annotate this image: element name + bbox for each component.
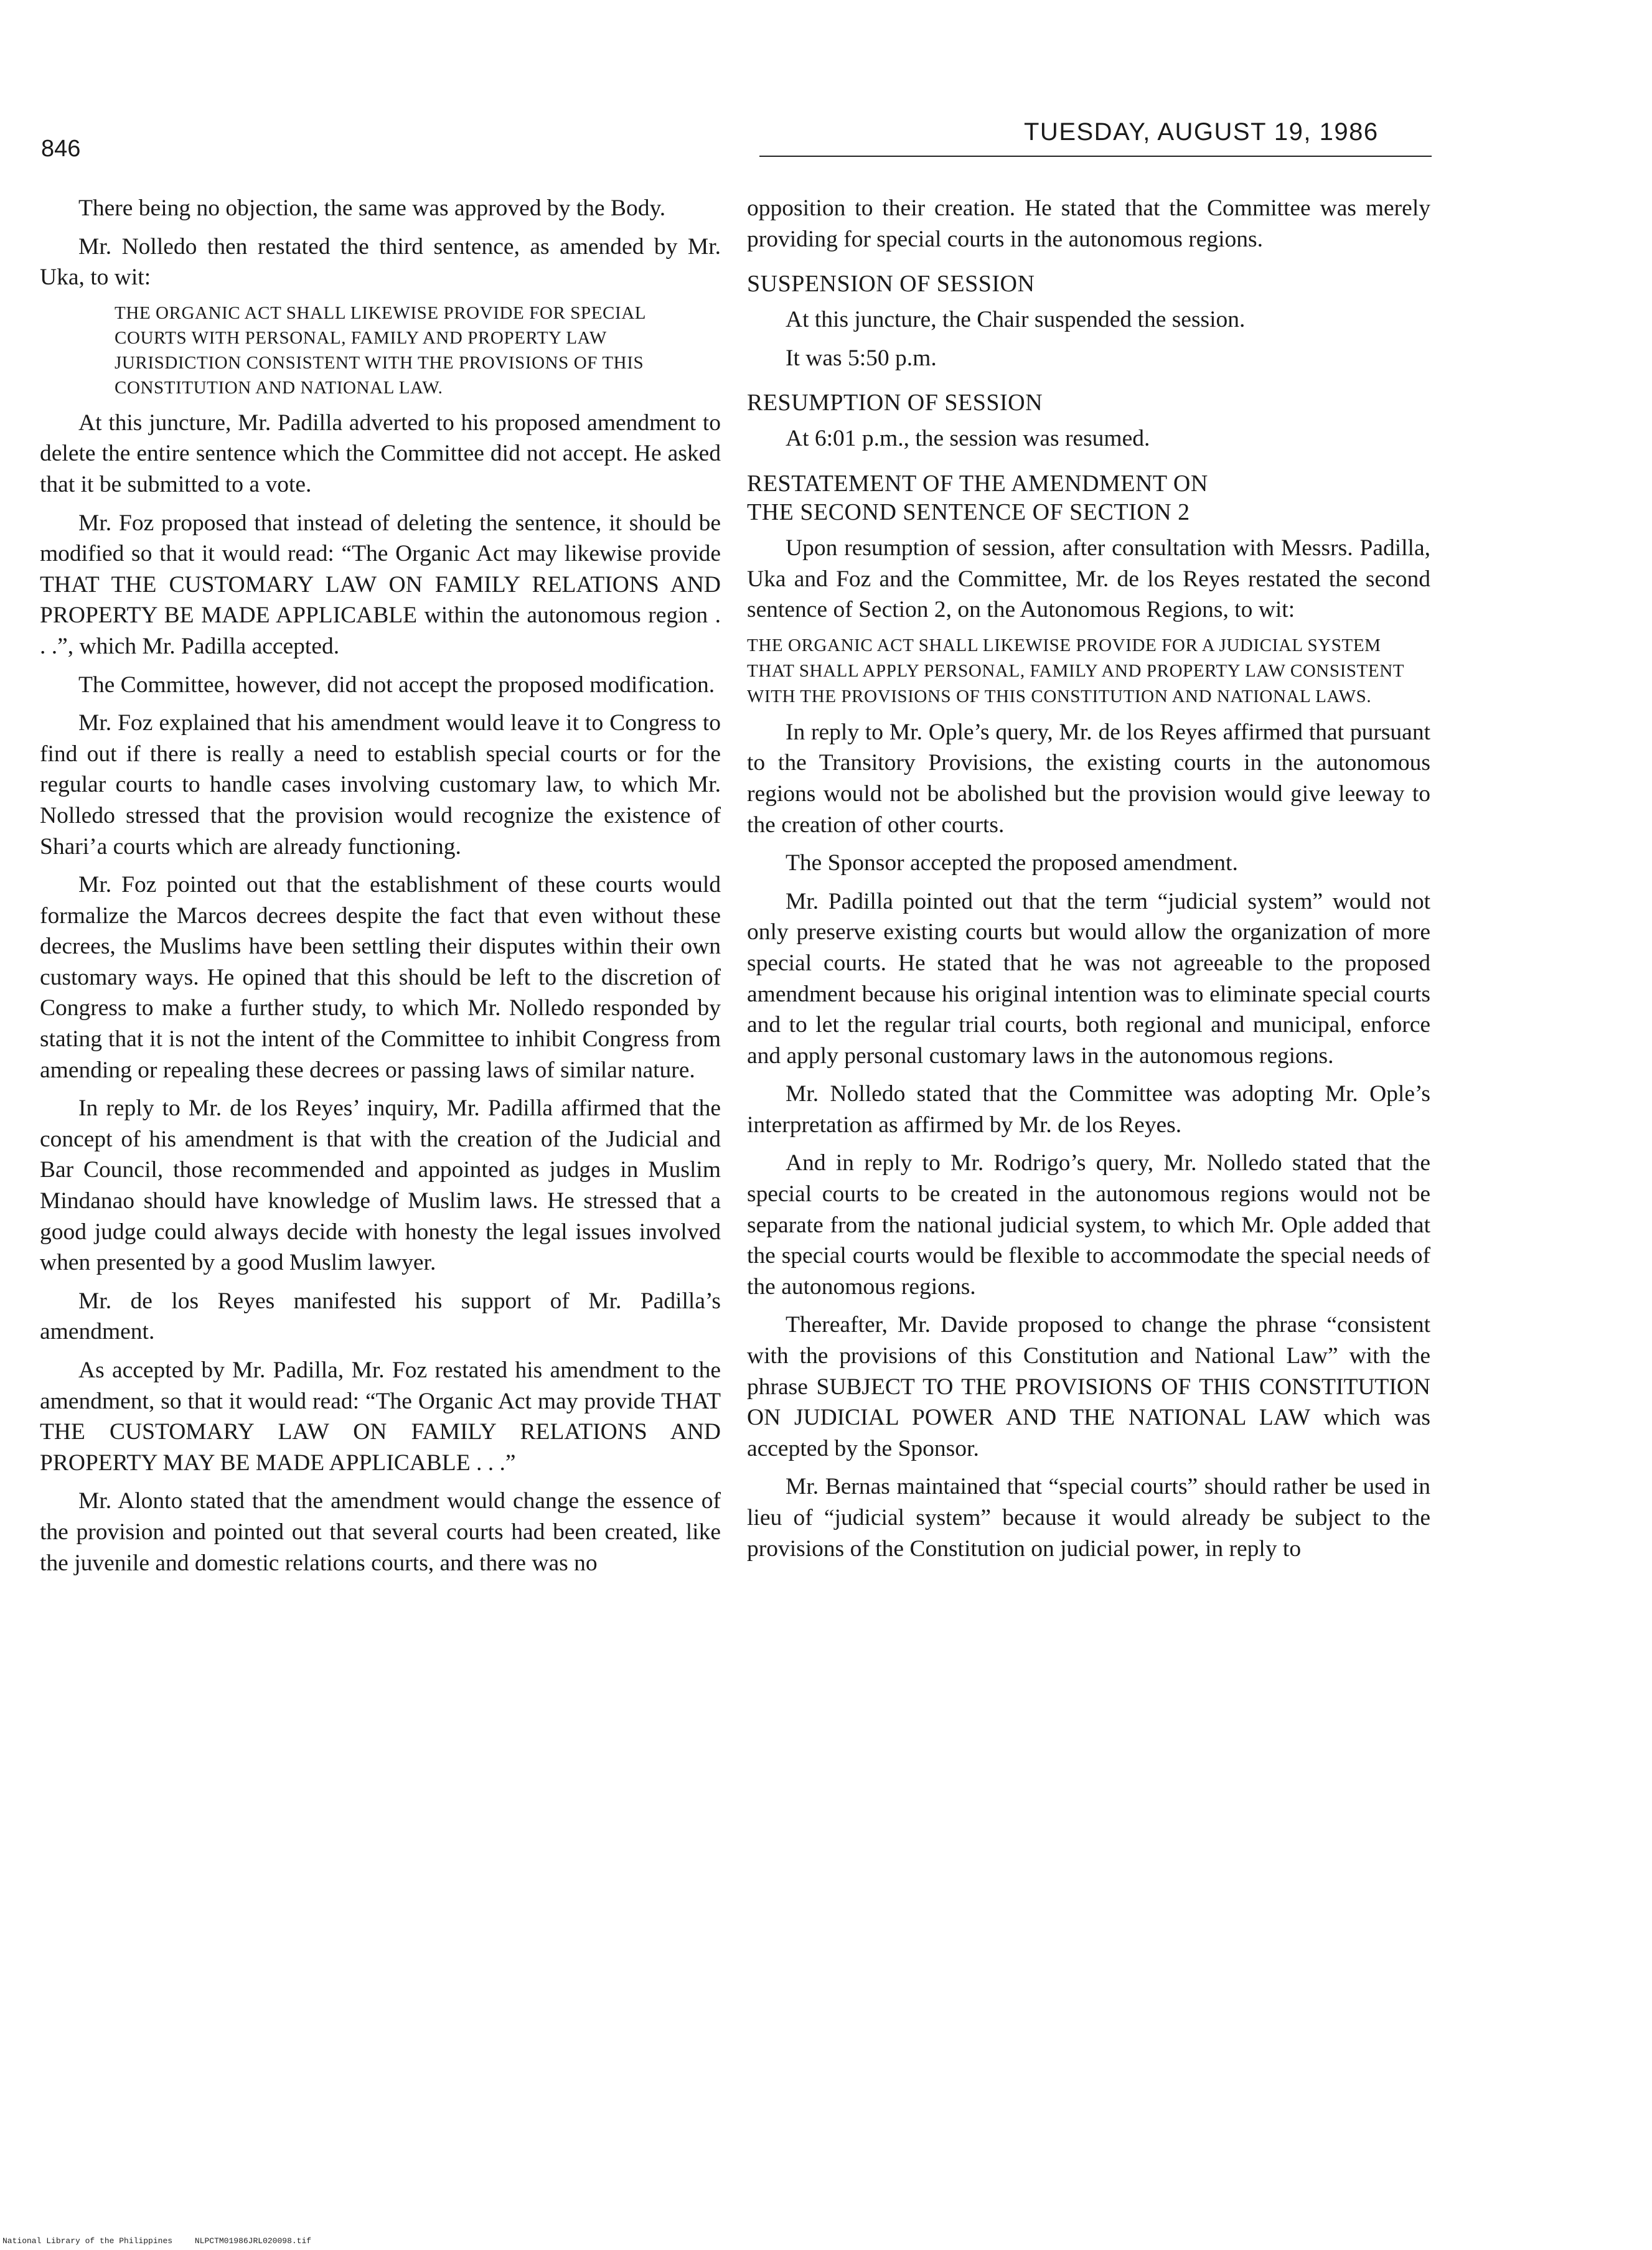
header-rule bbox=[759, 156, 1432, 157]
quoted-provision: THE ORGANIC ACT SHALL LIKEWISE PROVIDE FOR SPECIAL COURTS WITH PERSONAL, FAMILY AND PROPERTY LAW JURISDICTION CONSISTENT WITH THE PROVISIONS OF THIS CONSTITUTION AND NATIONAL LAW. bbox=[115, 302, 646, 398]
paragraph: Mr. Foz explained that his amendment would leave it to Congress to find out if there is really a need to establish special courts or for the regular courts to handle cases involving customary law, to which Mr. Nolledo stressed that the provision would recognize the existence of Shari’a courts which are already functioning. bbox=[40, 710, 721, 860]
paragraph: Mr. Nolledo stated that the Committee was adopting Mr. Ople’s interpretation as affirmed by Mr. de los Reyes. bbox=[747, 1081, 1430, 1138]
page-number: 846 bbox=[41, 136, 81, 162]
quoted-provision: THE ORGANIC ACT SHALL LIKEWISE PROVIDE FOR A JUDICIAL SYSTEM THAT SHALL APPLY PERSONAL, FAMILY AND PROPERTY LAW CONSISTENT WITH THE PROVISIONS OF THIS CONSTITUTION AND NATIONAL LAWS. bbox=[747, 635, 1404, 706]
paragraph: The Committee, however, did not accept the proposed modification. bbox=[78, 672, 715, 698]
paragraph: At this juncture, Mr. Padilla adverted to his proposed amendment to delete the entire sentence which the Committee did not accept. He asked that it be submitted to a vote. bbox=[40, 410, 721, 497]
library-credit: National Library of the Philippines bbox=[2, 2236, 173, 2246]
scan-filename: NLPCTM01986JRL020098.tif bbox=[194, 2236, 312, 2246]
running-head-date: TUESDAY, AUGUST 19, 1986 bbox=[1024, 118, 1379, 146]
paragraph: Mr. Padilla pointed out that the term “judicial system” would not only preserve existing courts but would allow the organization of more special courts. He stated that he was not agreeable to the proposed amendment because his original intention was to eliminate special courts and to let the regular trial courts, both regional and municipal, enforce and apply personal customary laws in the autonomous regions. bbox=[747, 888, 1430, 1069]
section-heading: SUSPENSION OF SESSION bbox=[747, 271, 1035, 298]
paragraph: At this juncture, the Chair suspended the session. bbox=[786, 307, 1246, 333]
paragraph: Mr. Bernas maintained that “special courts” should rather be used in lieu of “judicial system” because it would already be subject to the provisions of the Constitution on judicial power, in reply to bbox=[747, 1474, 1430, 1562]
paragraph: At 6:01 p.m., the session was resumed. bbox=[786, 426, 1150, 452]
paragraph: As accepted by Mr. Padilla, Mr. Foz restated his amendment to the amendment, so that it would read: “The Organic Act may provide THAT THE CUSTOMARY LAW ON FAMILY RELATIONS AND PROPERTY MAY BE MADE APPLICABLE . . .” bbox=[40, 1357, 721, 1476]
paragraph: The Sponsor accepted the proposed amendment. bbox=[786, 850, 1238, 876]
paragraph: Mr. Alonto stated that the amendment would change the essence of the provision and pointed out that several courts had been created, like the juvenile and domestic relations courts, and there was no bbox=[40, 1488, 721, 1576]
right-column bbox=[747, 193, 1430, 1572]
paragraph: It was 5:50 p.m. bbox=[786, 345, 937, 371]
section-heading: RESTATEMENT OF THE AMENDMENT ON THE SECOND SENTENCE OF SECTION 2 bbox=[747, 470, 1208, 525]
paragraph: Thereafter, Mr. Davide proposed to change the phrase “consistent with the provisions of this Constitution and National Law” with the phrase SUBJECT TO THE PROVISIONS OF THIS CONSTITUTION ON JUDICIAL POWER AND THE NATIONAL LAW which was accepted by the Sponsor. bbox=[747, 1312, 1430, 1461]
paragraph: Mr. Nolledo then restated the third sentence, as amended by Mr. Uka, to wit: bbox=[40, 233, 721, 291]
paragraph: Upon resumption of session, after consultation with Messrs. Padilla, Uka and Foz and the Committee, Mr. de los Reyes restated the second sentence of Section 2, on the Autonomous Regions, to wit: bbox=[747, 535, 1430, 623]
paragraph: There being no objection, the same was approved by the Body. bbox=[78, 195, 666, 221]
left-column bbox=[40, 193, 721, 1586]
paragraph: opposition to their creation. He stated that the Committee was merely providing for special courts in the autonomous regions. bbox=[747, 195, 1430, 252]
paragraph: Mr. Foz pointed out that the establishment of these courts would formalize the Marcos decrees despite the fact that even without these decrees, the Muslims have been settling their disputes within their own customary ways. He opined that this should be left to the discretion of Congress to make a further study, to which Mr. Nolledo responded by stating that it is not the intent of the Committee to inhibit Congress from amending or repealing these decrees or passing laws of similar nature. bbox=[40, 872, 721, 1083]
section-heading: RESUMPTION OF SESSION bbox=[747, 390, 1043, 416]
paragraph: Mr. Foz proposed that instead of deleting the sentence, it should be modified so that it would read: “The Organic Act may likewise provide THAT THE CUSTOMARY LAW ON FAMILY RELATIONS AND PROPERTY BE MADE APPLICABLE within the autonomous region . . .”, which Mr. Padilla accepted. bbox=[40, 510, 721, 659]
paragraph: In reply to Mr. de los Reyes’ inquiry, Mr. Padilla affirmed that the concept of his amendment is that with the creation of the Judicial and Bar Council, those recommended and appointed as judges in Muslim Mindanao should have knowledge of Muslim laws. He stressed that a good judge could always decide with honesty the legal issues involved when presented by a good Muslim lawyer. bbox=[40, 1095, 721, 1276]
scan-footer bbox=[2, 2236, 329, 2246]
paragraph: And in reply to Mr. Rodrigo’s query, Mr. Nolledo stated that the special courts to be created in the autonomous regions would not be separate from the national judicial system, to which Mr. Ople added that the special courts would be flexible to accommodate the special needs of the autonomous regions. bbox=[747, 1150, 1430, 1300]
paragraph: In reply to Mr. Ople’s query, Mr. de los Reyes affirmed that pursuant to the Transitory Provisions, the existing courts in the autonomous regions would not be abolished but the provision would give leeway to the creation of other courts. bbox=[747, 719, 1430, 838]
paragraph: Mr. de los Reyes manifested his support of Mr. Padilla’s amendment. bbox=[40, 1288, 721, 1345]
